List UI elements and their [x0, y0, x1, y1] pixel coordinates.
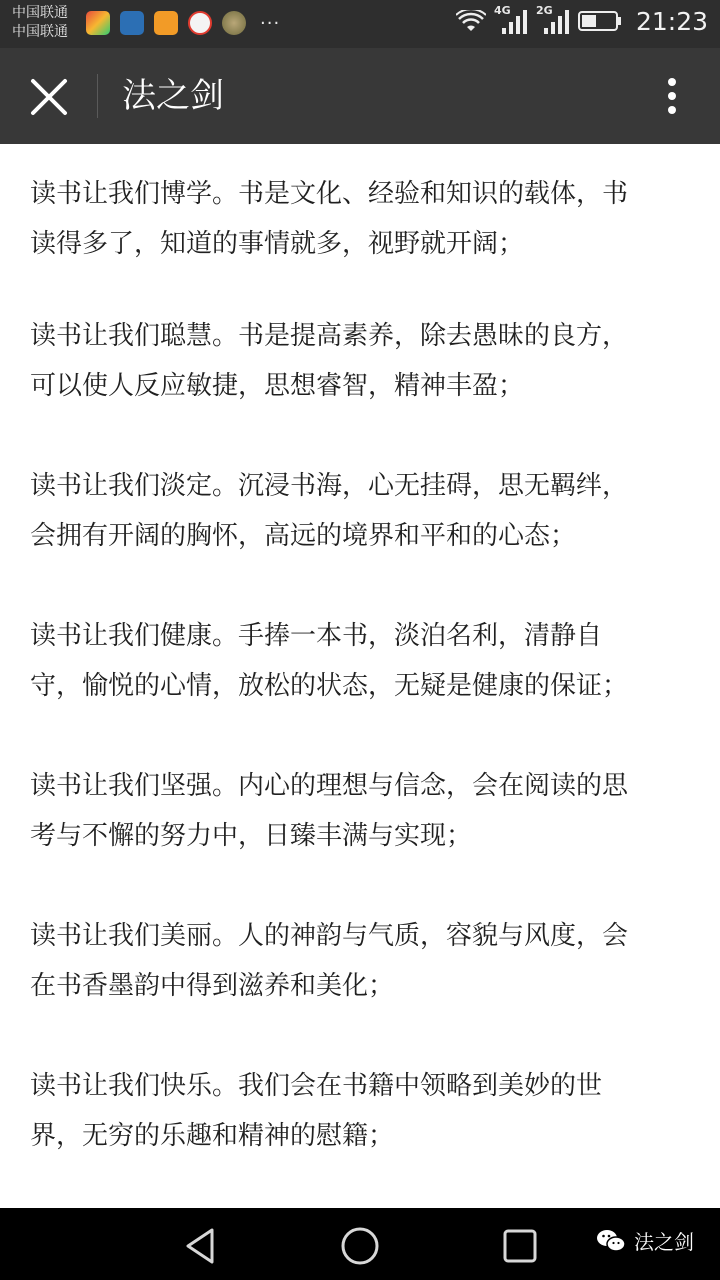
network-4g-label: 4G [493, 4, 511, 17]
carrier-labels [12, 4, 68, 42]
signal-bars-icon [536, 6, 570, 36]
home-button[interactable] [338, 1224, 382, 1268]
paragraph: 读书让我们坚强。内心的理想与信念，会在阅读的思 考与不懈的努力中，日臻丰满与实现； [30, 771, 629, 851]
signal-4g [494, 6, 528, 36]
watermark [596, 1226, 694, 1255]
status-right [456, 6, 708, 36]
app-notification-icon [222, 11, 246, 35]
more-notifications-icon: ··· [260, 12, 281, 34]
page-title: 法之剑 [122, 76, 224, 116]
more-options-button[interactable] [650, 74, 694, 118]
paragraph: 读书让我们快乐。我们会在书籍中领略到美妙的世 界，无穷的乐趣和精神的慰籍； [30, 1071, 603, 1151]
recents-square-icon [498, 1224, 542, 1268]
carrier-2: 中国联通 [12, 24, 68, 40]
close-button[interactable] [22, 70, 76, 124]
app-bar [0, 48, 720, 144]
network-2g-label: 2G [535, 4, 553, 17]
signal-bars-icon [494, 6, 528, 36]
status-time: 21:23 [635, 6, 708, 36]
wifi-icon [456, 10, 486, 32]
article-content [0, 144, 720, 1208]
paragraph: 读书让我们淡定。沉浸书海，心无挂碍，思无羁绊， 会拥有开阔的胸怀，高远的境界和平和的心态； [30, 471, 629, 551]
back-button[interactable] [178, 1224, 222, 1268]
weibo-notification-icon [188, 11, 212, 35]
paragraph: 读书让我们健康。手捧一本书，淡泊名利，清静自 守，愉悦的心情，放松的状态，无疑是健康的保证； [30, 621, 629, 701]
app-bar-divider [97, 74, 98, 118]
paragraph: 读书让我们聪慧。书是提高素养，除去愚昧的良方， 可以使人反应敏捷，思想睿智，精神丰盈； [30, 321, 629, 401]
back-triangle-icon [178, 1224, 222, 1268]
wechat-icon [596, 1228, 626, 1254]
battery-icon [578, 10, 622, 32]
paragraph: 读书让我们美丽。人的神韵与气质，容貌与风度，会 在书香墨韵中得到滋养和美化； [30, 921, 629, 1001]
app-notification-icon [120, 11, 144, 35]
app-notification-icon [86, 11, 110, 35]
notification-icons [86, 11, 280, 35]
paragraph: 读书让我们博学。书是文化、经验和知识的载体，书 读得多了，知道的事情就多，视野就开阔； [30, 179, 629, 259]
more-vert-icon [650, 74, 694, 118]
home-circle-icon [338, 1224, 382, 1268]
carrier-1: 中国联通 [12, 5, 68, 21]
status-bar [0, 0, 720, 48]
signal-2g [536, 6, 570, 36]
recents-button[interactable] [498, 1224, 542, 1268]
close-icon [22, 70, 76, 124]
watermark-text: 法之剑 [634, 1230, 694, 1254]
app-notification-icon [154, 11, 178, 35]
